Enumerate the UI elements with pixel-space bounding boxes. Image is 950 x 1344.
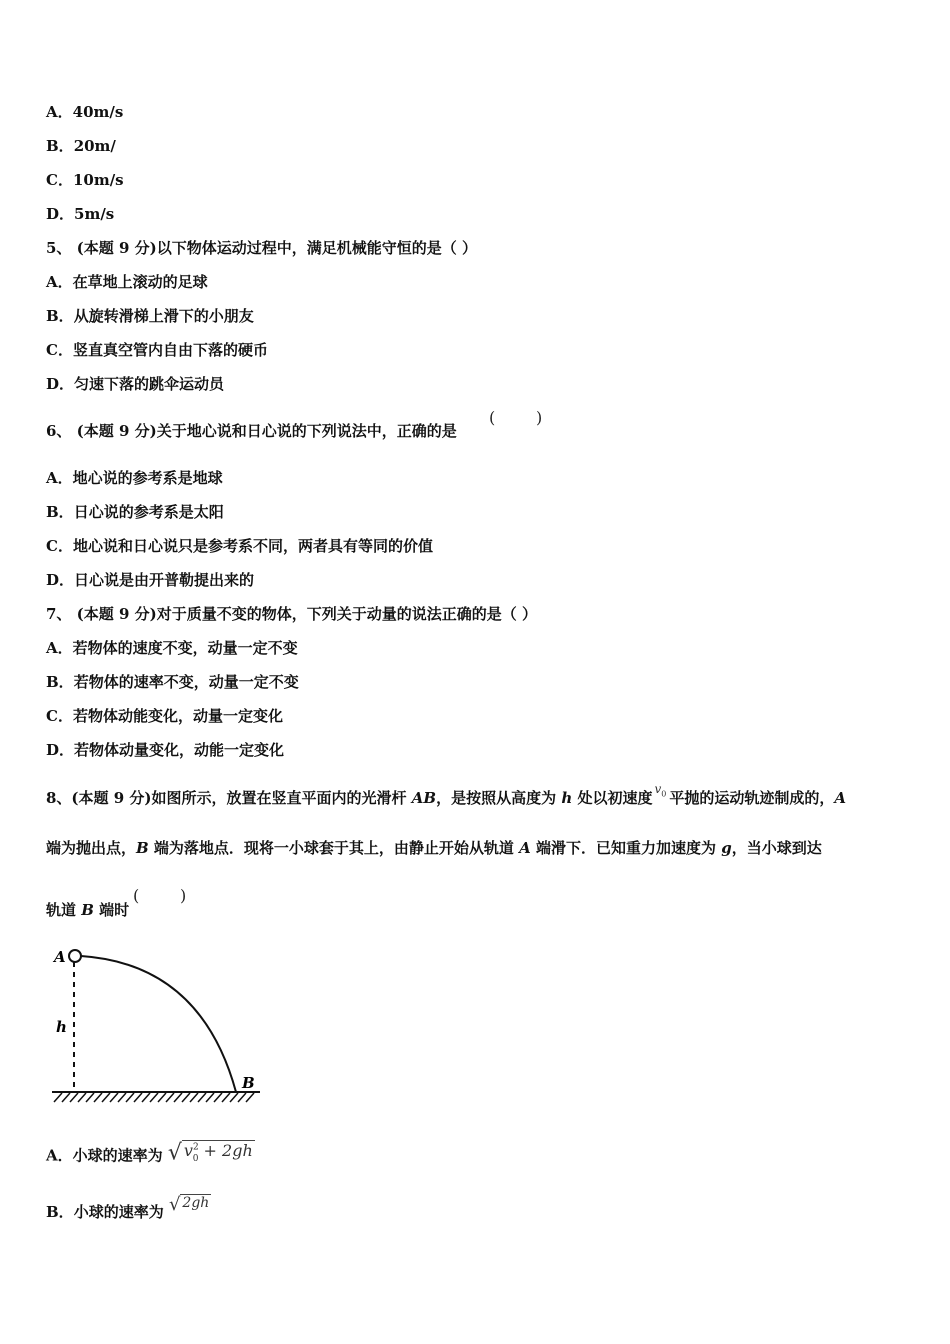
var-ab: AB [411,789,437,807]
q7-option-a: A．若物体的速度不变，动量一定不变 [46,639,298,657]
q8-stem-line2: 端为抛出点，B 端为落地点．现将一小球套于其上，由静止开始从轨道 A 端滑下．已知重力加速度为 g，当小球到达 [46,839,822,857]
q4-option-a: A．40m/s [46,103,124,121]
q6-option-c: C．地心说和日心说只是参考系不同，两者具有等同的价值 [46,537,433,555]
q8-paren-close: ) [180,886,187,905]
label-b: B [242,1074,255,1092]
q8-stem-line3: 轨道 B 端时 [46,901,130,919]
q8-stem-line1: 8、(本题 9 分)如图所示，放置在竖直平面内的光滑杆 AB，是按照从高度为 h 处以初速度 $^{v_0}$ 平抛的运动轨迹制成的，A [46,782,846,807]
ground-hatching [54,1093,254,1102]
var-h: h [561,789,573,807]
q5-option-b: B．从旋转滑梯上滑下的小朋友 [46,307,254,325]
sqrt-expression-a: √ $v^2_0 + 2gh$ [167,1140,253,1166]
q6-paren-close: ) [536,408,543,427]
q8-paren-open: ( [133,886,140,905]
q7-option-d: D．若物体动量变化，动能一定变化 [46,741,285,759]
q8-option-a: A．小球的速率为 √ $v^2_0 + 2gh$ [46,1142,255,1173]
var-a-2: A [519,839,531,857]
label-a: A [54,948,66,966]
q5-option-c: C．竖直真空管内自由下落的硬币 [46,341,268,359]
q7-option-b: B．若物体的速率不变，动量一定不变 [46,673,299,691]
var-b-2: B [81,901,94,919]
var-b: B [136,839,149,857]
q6-option-a: A．地心说的参考系是地球 [46,469,223,487]
q6-option-d: D．日心说是由开普勒提出来的 [46,571,255,589]
sqrt-expression-b: √ 2gh [168,1194,210,1215]
q4-option-d: D．5m/s [46,205,115,223]
q6-option-b: B．日心说的参考系是太阳 [46,503,224,521]
var-a: A [834,789,846,807]
var-g: g [721,839,732,857]
trajectory-figure [46,938,266,1110]
label-h: h [56,1018,67,1036]
q5-option-a: A．在草地上滚动的足球 [46,273,208,291]
q8-option-b: B．小球的速率为 √ 2gh [46,1194,210,1221]
q7-stem: 7、 (本题 9 分)对于质量不变的物体，下列关于动量的说法正确的是（ ） [46,605,537,623]
q6-paren-open: ( [489,408,496,427]
q6-stem: 6、 (本题 9 分)关于地心说和日心说的下列说法中，正确的是 [46,422,457,440]
q4-option-b: B．20m/ [46,137,116,155]
q5-stem: 5、 (本题 9 分)以下物体运动过程中，满足机械能守恒的是（ ） [46,239,477,257]
q7-option-c: C．若物体动能变化，动量一定变化 [46,707,283,725]
q4-option-c: C．10m/s [46,171,124,189]
initial-velocity-symbol: v0 [654,782,667,799]
ball-circle [69,950,81,962]
q5-option-d: D．匀速下落的跳伞运动员 [46,375,225,393]
trajectory-curve [81,956,236,1092]
